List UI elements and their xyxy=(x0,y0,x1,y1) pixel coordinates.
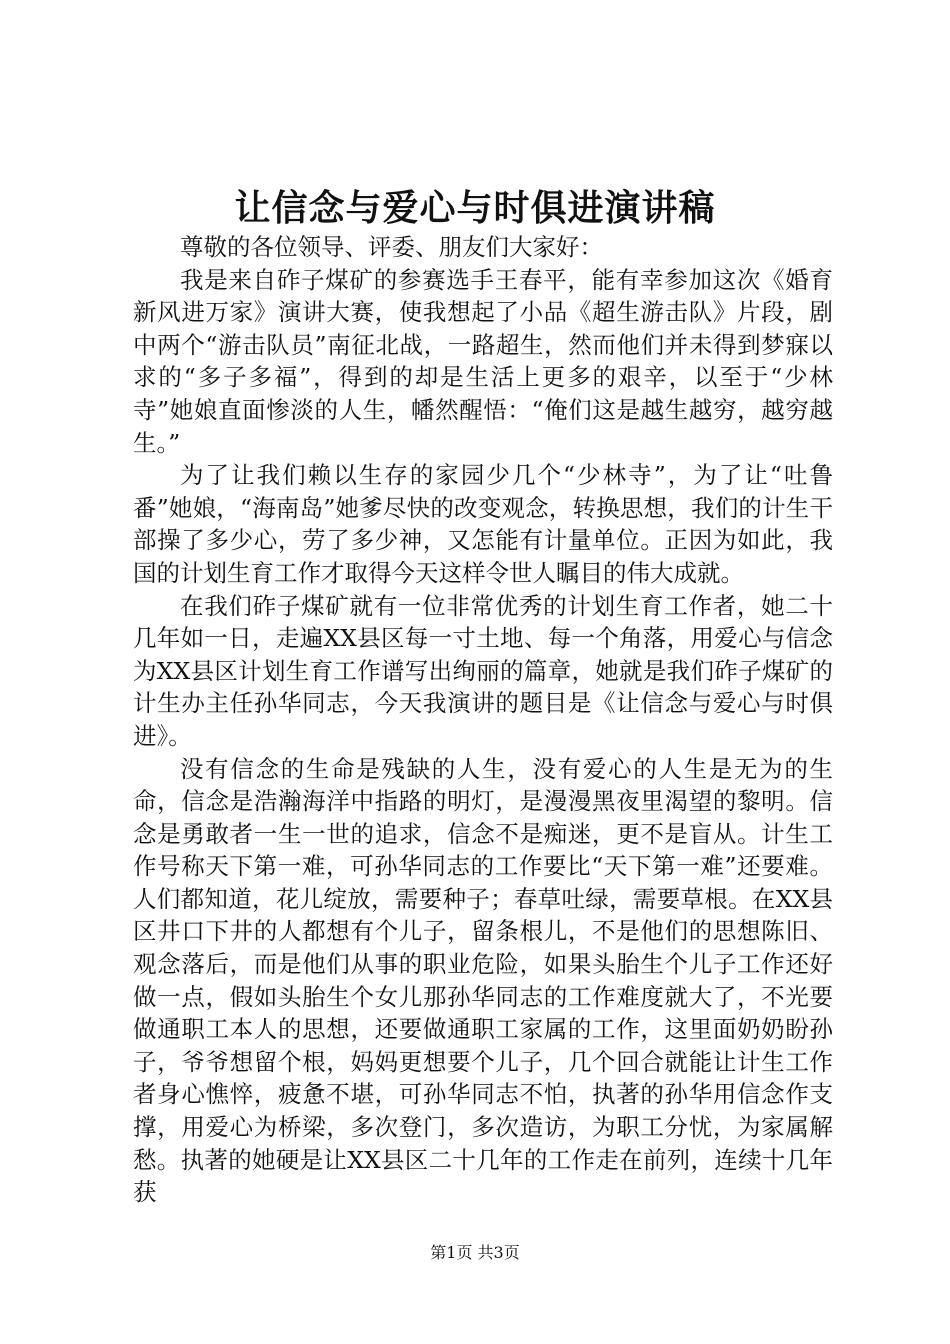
document-title: 让信念与爱心与时俱进演讲稿 xyxy=(234,187,716,229)
page-footer: 第1页 共3页 xyxy=(430,1243,520,1262)
greeting-paragraph: 尊敬的各位领导、评委、朋友们大家好： xyxy=(180,233,603,261)
body-paragraph: 我是来自砟子煤矿的参赛选手王春平，能有幸参加这次《婚育新风进万家》演讲大赛，使我想起了小品《超生游击队》片段，剧中两个“游击队员”南征北战，一路超生，然而他们并未得到梦寐以求的“多子多福”，得到的却是生活上更多的艰辛，以至于“少林寺”她娘直面惨淡的人生，幡然醒悟：“俺们这是越生越穷，越穷越生。” xyxy=(133,265,833,457)
body-paragraph: 在我们砟子煤矿就有一位非常优秀的计划生育工作者，她二十几年如一日，走遍XX县区每一寸土地、每一个角落，用爱心与信念为XX县区计划生育工作谱写出绚丽的篇章，她就是我们砟子煤矿的计生办主任孙华同志，今天我演讲的题目是《让信念与爱心与时俱进》。 xyxy=(133,591,833,750)
document-body xyxy=(133,231,833,1209)
body-paragraph: 为了让我们赖以生存的家园少几个“少林寺”，为了让“吐鲁番”她娘，“海南岛”她爹尽快的改变观念，转换思想，我们的计生干部操了多少心，劳了多少神，又怎能有计量单位。正因为如此，我国的计划生育工作才取得今天这样令世人瞩目的伟大成就。 xyxy=(133,461,833,587)
body-paragraph: 没有信念的生命是残缺的人生，没有爱心的人生是无为的生命，信念是浩瀚海洋中指路的明灯，是漫漫黑夜里渴望的黎明。信念是勇敢者一生一世的追求，信念不是痴迷，更不是盲从。计生工作号称天下第一难，可孙华同志的工作要比“天下第一难”还要难。人们都知道，花儿绽放，需要种子；春草吐绿，需要草根。在XX县区井口下井的人都想有个儿子，留条根儿，不是他们的思想陈旧、观念落后，而是他们从事的职业危险，如果头胎生个儿子工作还好做一点，假如头胎生个女儿那孙华同志的工作难度就大了，不光要做通职工本人的思想，还要做通职工家属的工作，这里面奶奶盼孙子，爷爷想留个根，妈妈更想要个儿子，几个回合就能让计生工作者身心憔悴，疲惫不堪，可孙华同志不怕，执著的孙华用信念作支撑，用爱心为桥梁，多次登门，多次造访，为职工分忧，为家属解愁。执著的她硬是让XX县区二十几年的工作走在前列，连续十几年获 xyxy=(133,754,833,1207)
